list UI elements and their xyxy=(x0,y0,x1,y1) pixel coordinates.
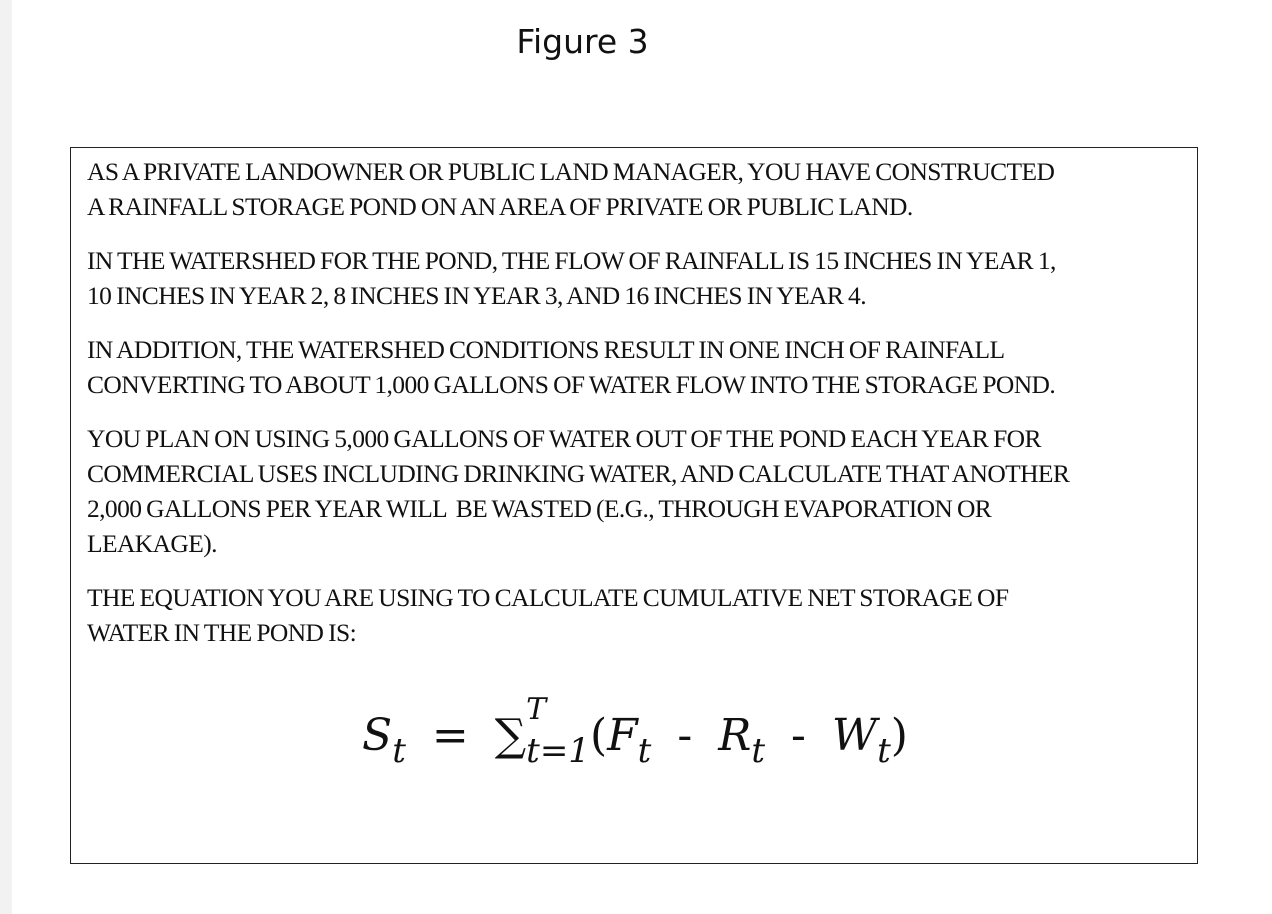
equation-use-subscript: t xyxy=(751,731,766,771)
equation-waste-subscript: t xyxy=(877,731,891,771)
paragraph-equation-intro xyxy=(87,580,1187,650)
paragraph-line: WATER IN THE POND IS: xyxy=(87,618,357,647)
paragraph-line: YOU PLAN ON USING 5,000 GALLONS OF WATER OUT OF THE POND EACH YEAR FOR xyxy=(87,424,1041,453)
figure-title: Figure 3 xyxy=(516,22,649,61)
paragraph-line: COMMERCIAL USES INCLUDING DRINKING WATER, AND CALCULATE THAT ANOTHER xyxy=(87,459,1070,488)
paragraph-line: 2,000 GALLONS PER YEAR WILL BE WASTED (E.G., THROUGH EVAPORATION OR xyxy=(87,494,992,523)
paragraph-line: AS A PRIVATE LANDOWNER OR PUBLIC LAND MANAGER, YOU HAVE CONSTRUCTED xyxy=(87,157,1055,186)
equation-equals-sign: = xyxy=(431,710,469,761)
paragraph-line: IN ADDITION, THE WATERSHED CONDITIONS RESULT IN ONE INCH OF RAINFALL xyxy=(87,335,1005,364)
paragraph-line: 10 INCHES IN YEAR 2, 8 INCHES IN YEAR 3, AND 16 INCHES IN YEAR 4. xyxy=(87,281,866,310)
equation-flow-variable: F xyxy=(607,710,638,761)
equation-close-paren: ) xyxy=(890,710,908,761)
page-left-gutter xyxy=(0,0,12,914)
paragraph-usage xyxy=(87,421,1187,561)
paragraph-line: LEAKAGE). xyxy=(87,529,217,558)
paragraph-landowner xyxy=(87,154,1187,224)
paragraph-line: CONVERTING TO ABOUT 1,000 GALLONS OF WATER FLOW INTO THE STORAGE POND. xyxy=(87,370,1056,399)
paragraph-conversion xyxy=(87,332,1187,402)
equation-use-variable: R xyxy=(718,710,752,761)
equation-waste-variable: W xyxy=(831,710,878,761)
equation-lhs-subscript: t xyxy=(392,731,406,771)
storage-equation xyxy=(71,692,1199,771)
equation-open-paren: ( xyxy=(589,710,608,761)
summation-sigma: ∑ xyxy=(494,710,527,761)
equation-flow-subscript: t xyxy=(637,731,652,771)
paragraph-line: THE EQUATION YOU ARE USING TO CALCULATE CUMULATIVE NET STORAGE OF xyxy=(87,583,1009,612)
paragraph-rainfall xyxy=(87,243,1187,313)
figure-box xyxy=(70,147,1198,864)
summation-lower-limit: t=1 xyxy=(526,731,590,771)
equation-lhs-variable: S xyxy=(362,710,393,761)
equation-minus-sign: - xyxy=(677,710,693,761)
summation-upper-limit: T xyxy=(526,692,547,727)
paragraph-line: IN THE WATERSHED FOR THE POND, THE FLOW OF RAINFALL IS 15 INCHES IN YEAR 1, xyxy=(87,246,1056,275)
equation-minus-sign: - xyxy=(791,710,806,761)
figure-text-body xyxy=(87,154,1187,669)
summation-limits xyxy=(526,692,590,771)
paragraph-line: A RAINFALL STORAGE POND ON AN AREA OF PRIVATE OR PUBLIC LAND. xyxy=(87,192,913,221)
